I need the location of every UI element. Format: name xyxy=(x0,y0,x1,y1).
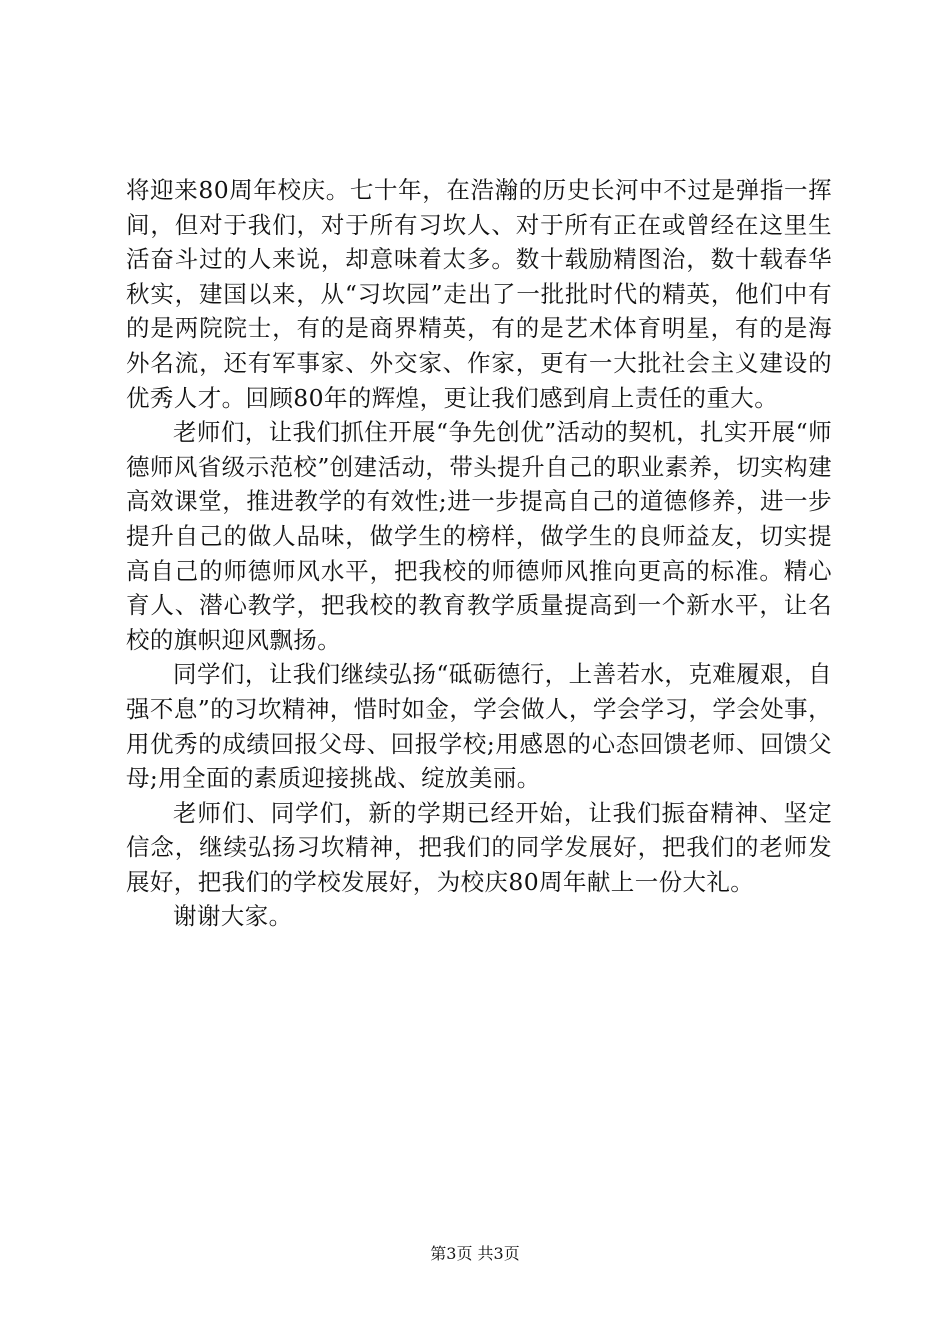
document-body xyxy=(126,173,832,934)
paragraph-new-semester: 老师们、同学们，新的学期已经开始，让我们振奋精神、坚定信念，继续弘扬习坎精神，把我们的同学发展好，把我们的老师发展好，把我们的学校发展好，为校庆80周年献上一份大礼。 xyxy=(126,798,832,896)
page-footer xyxy=(0,1243,950,1265)
paragraph-teachers: 老师们，让我们抓住开展“争先创优”活动的契机，扎实开展“师德师风省级示范校”创建活动，带头提升自己的职业素养，切实构建高效课堂，推进教学的有效性;进一步提高自己的道德修养，进一步提升自己的做人品味，做学生的榜样，做学生的良师益友，切实提高自己的师德师风水平，把我校的师德师风推向更高的标准。精心育人、潜心教学，把我校的教育教学质量提高到一个新水平，让名校的旗帜迎风飘扬。 xyxy=(126,418,832,654)
paragraph-thanks: 谢谢大家。 xyxy=(173,902,293,931)
page-indicator: 第3页 共3页 xyxy=(430,1244,520,1263)
paragraph-students: 同学们，让我们继续弘扬“砥砺德行，上善若水，克难履艰，自强不息”的习坎精神，惜时如金，学会做人，学会学习，学会处事，用优秀的成绩回报父母、回报学校;用感恩的心态回馈老师、回馈父母;用全面的素质迎接挑战、绽放美丽。 xyxy=(126,660,832,793)
paragraph-anniversary: 将迎来80周年校庆。七十年，在浩瀚的历史长河中不过是弹指一挥间，但对于我们，对于所有习坎人、对于所有正在或曾经在这里生活奋斗过的人来说，却意味着太多。数十载励精图治，数十载春华秋实，建国以来，从“习坎园”走出了一批批时代的精英，他们中有的是两院院士，有的是商界精英，有的是艺术体育明星，有的是海外名流，还有军事家、外交家、作家，更有一大批社会主义建设的优秀人才。回顾80年的辉煌，更让我们感到肩上责任的重大。 xyxy=(126,176,832,412)
